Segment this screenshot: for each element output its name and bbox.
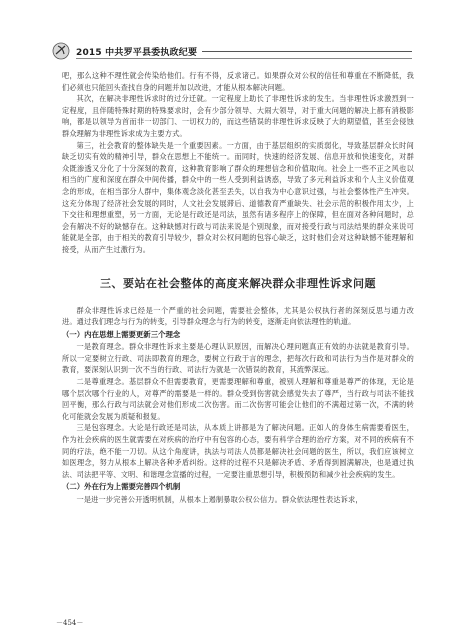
paragraph: 吧，那么这种不理性就会传染给他们。行有不得，反求诸己。如果群众对公权的信任和尊重在不断降低，我们必须也只能回头查找自身的问题并加以改进，才能从根本解决问题。 <box>62 71 414 92</box>
paragraph: 第三，社会教育的整体缺失是一个重要因素。一方面，由于基层组织的实质弱化，导致基层群众长时间缺乏切实有效的精神引导，群众在思想上不能统一。而同时，快速的经济发展、信息开放和快速变化，对群众既渗透又分化了十分深刻的教育，这种教育影响了群众的理想信念和价值取向。社会上一些不正之风也以相当的广度和深度在群众中间传播，群众中的一些人受到利益诱惑，导致了多元利益诉求和个人主义价值观念的形成，在相当部分人群中，集体观念淡化甚至丢失，以自我为中心意识过强，与社会整体性产生冲突。这充分体现了经济社会发展的同时，人文社会发展滞后、道德教育严重缺失、社会示范的积极作用太少，上下交往和理想重塑，另一方面，无论是行政还是司法，虽然有诸多程序上的保障，但在面对各种问题时，总会有解决不好的缺憾存在。这种缺憾对行政与司法来说是个别现象，而对接受行政与司法结果的群众来说可能就是全部，由于相关的教育引导较少，群众对公权问题的包容心缺乏，这时他们会对这种缺憾不能理解和接受，从而产生过激行为。 <box>62 140 414 254</box>
header-title: 2015 中共罗平县委执政纪要 <box>76 48 198 58</box>
header-divider <box>202 51 412 52</box>
page-number: －454－ <box>56 619 84 627</box>
page-content <box>62 70 414 506</box>
paragraph: 二是尊重理念。基层群众不但需要教育，更需要理解和尊重，被别人理解和尊重是尊严的体现，无论是哪个层次哪个行业的人，对尊严的需要是一样的。群众受到伤害就会感觉失去了尊严，当行政与司法不能找回平衡，那么行政与司法就会对他们形成二次伤害。而二次伤害可能会让他们的不满超过第一次，不满的转化可能就会发展为质疑和报复。 <box>62 377 414 421</box>
page-header <box>52 41 432 61</box>
paragraph: 一是进一步完善公开透明机制，从根本上遏制暴取公权公信力。群众依法理性表达诉求， <box>76 495 363 504</box>
header-underline <box>76 58 412 59</box>
subsection-title-1: （一）内在思想上需要更新三个理念 <box>62 329 181 339</box>
paragraph: 三是包容理念。大论是行政还是司法，从本质上讲都是为了解决问题。正如人的身体生病需要看医生，作为社会疾病的医生就需要在对疾病的治疗中有包容的心态，要有科学合理的治疗方案，对不同的疾病有不同的疗法，绝不能一刀切。从这个角度讲，执法与司法人员都是解决社会问题的医生，所以，我们应该树立如医理念，努力从根本上解决各种矛盾纠纷。这样的过程不只是解决矛盾、矛盾得到圆满解决，也是通过执法、司法把平等、文明、和谐理念宣播的过程，一定要注重思想引导，积极预防和减少社会疾病的发生。 <box>62 423 414 479</box>
party-emblem-icon <box>52 42 70 60</box>
paragraph: 其次，在解决非理性诉求时的过分迁就。一定程度上助长了非理性诉求的发生。当非理性诉求激烈到一定程度，且伴随特殊时期的特殊要求时，会有少部分领导、大闹大领导，对于重大问题的解决上都有消极影响，都是以领导为首而非一切部门、一切权力的，而这些错误的非理性诉求反映了大的期望值，甚至会侵蚀群众理解为非理性诉求成为主要方式。 <box>62 94 414 138</box>
section-title: 三、要站在社会整体的高度来解决群众非理性诉求问题 <box>100 276 376 290</box>
subsection-title-2: （二）外在行为上需要完善四个机制 <box>62 482 181 492</box>
paragraph: 一是教育理念。群众非理性诉求主要是心理认识原因，而解决心理问题真正有效的办法就是教育引导。所以一定要树立行政、司法即教育的理念，要树立行政于言的理念，把每次行政和司法行为当作是对群众的教育，要深刻认识到一次不当的行政、司法行为就是一次错误的教育，其流弊深远。 <box>62 342 414 375</box>
section-intro: 群众非理性诉求已经是一个严重的社会问题，需要社会整体，尤其是公权执行者的深刻反思与通力改进。通过我们理念与行为的转变，引导群众理念与行为的转变，逐渐走向依法理性的轨道。 <box>62 305 414 327</box>
